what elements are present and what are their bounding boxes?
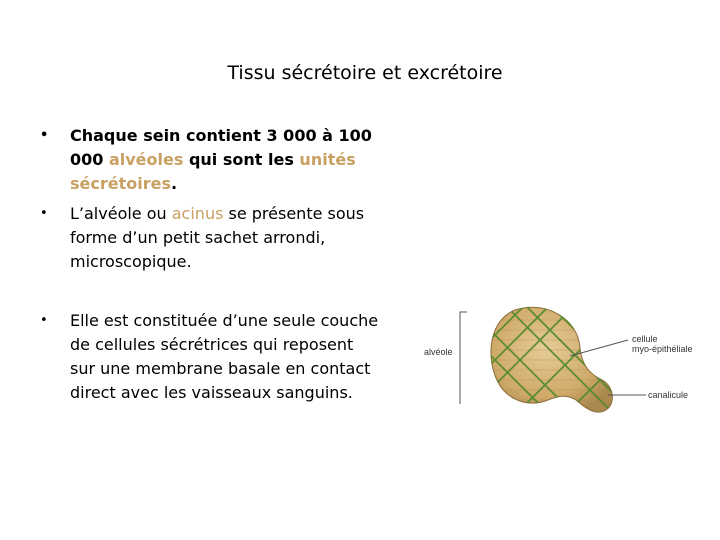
bullet-item bbox=[40, 309, 380, 405]
bullet-marker: • bbox=[40, 206, 48, 221]
label-cellule bbox=[632, 334, 693, 354]
alveole-illustration bbox=[420, 300, 710, 420]
bracket-line bbox=[460, 312, 467, 404]
bullet-item bbox=[40, 202, 380, 274]
bullet-text: L’alvéole ou bbox=[70, 204, 172, 223]
highlight-term: acinus bbox=[171, 204, 224, 223]
alveole-body bbox=[491, 307, 612, 412]
slide-title: Tissu sécrétoire et excrétoire bbox=[227, 62, 503, 84]
bullet-text: Elle est constituée d’une seule couche de cellules sécrétrices qui reposent sur une membrane basale en contact direct avec les vaisseaux sanguins. bbox=[70, 311, 379, 402]
bullet-text: . bbox=[171, 174, 178, 193]
highlight-term: alvéoles bbox=[108, 150, 184, 169]
bullet-item bbox=[40, 124, 380, 196]
alveole-figure bbox=[420, 300, 710, 420]
bullet-text: qui sont les bbox=[183, 150, 300, 169]
bullet-text: se présente sous forme d’un petit sachet arrondi, microscopique. bbox=[70, 204, 365, 271]
bullet-list bbox=[40, 124, 380, 405]
bullet-marker: • bbox=[40, 313, 48, 328]
highlight-term: unités sécrétoires bbox=[70, 150, 356, 193]
bullet-marker: • bbox=[40, 128, 49, 143]
bullet-text: Chaque sein contient 3 000 à 100 000 bbox=[70, 126, 372, 169]
label-alveole: alvéole bbox=[424, 347, 453, 357]
label-cellule-line: myo-épithéliale bbox=[632, 344, 693, 354]
label-canalicule: canalicule bbox=[648, 390, 689, 400]
label-cellule-line: cellule bbox=[632, 334, 658, 344]
